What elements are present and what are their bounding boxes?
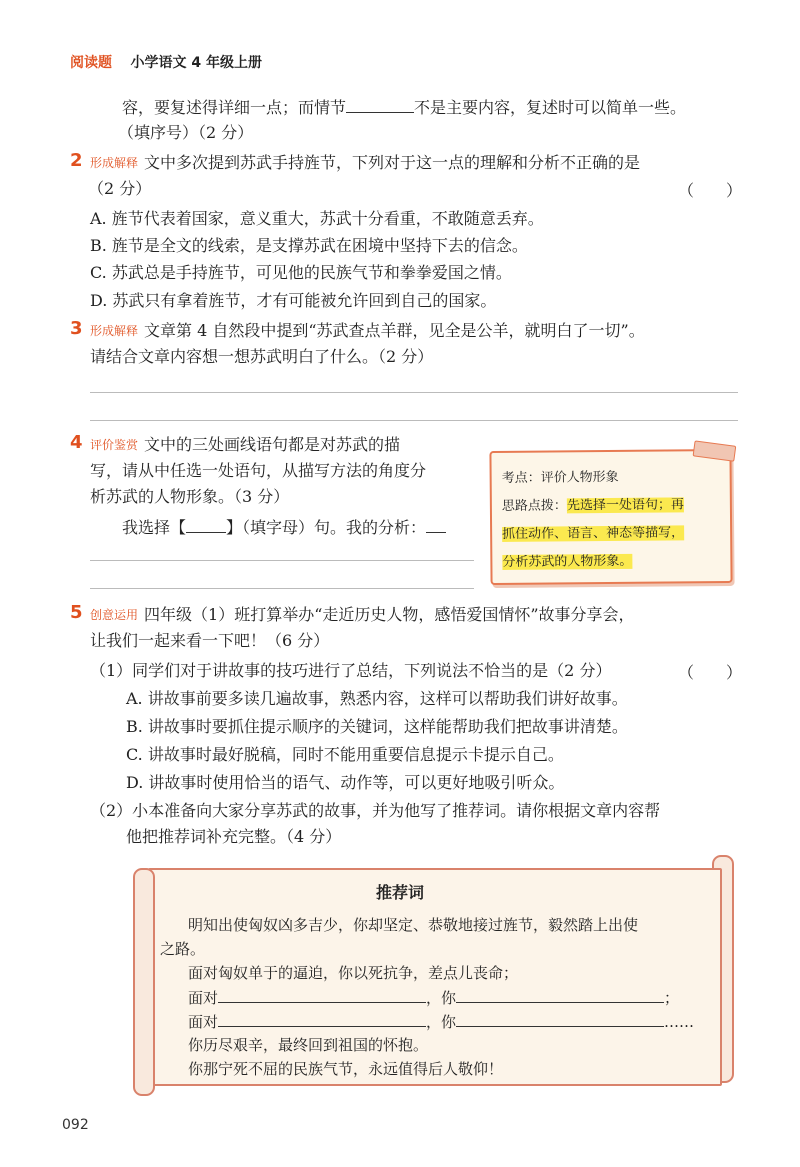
scroll-blank-3[interactable] xyxy=(218,1010,426,1027)
hint-note xyxy=(489,449,732,585)
q4-tag: 评价鉴赏 xyxy=(90,438,139,452)
note-line-2 xyxy=(502,493,684,514)
top-line-2: （填序号）（2 分） xyxy=(118,123,254,142)
q2-stem-2: （2 分） xyxy=(88,179,152,198)
pin-icon xyxy=(693,440,737,461)
note-line-3-text: 抓住动作、语言、神态等描写， xyxy=(502,525,685,542)
q2-answer-paren[interactable]: （ ） xyxy=(678,181,743,200)
scroll-p3b: ，你 xyxy=(426,989,457,1007)
q4-answer-line-2[interactable] xyxy=(90,588,474,589)
note-line-3 xyxy=(502,521,684,542)
q4-choose-b: 】（填字母）句。我的分析： xyxy=(226,518,427,537)
q3-stem-1 xyxy=(90,320,645,342)
q5-sub2-b: 他把推荐词补充完整。（4 分） xyxy=(126,827,342,846)
scroll-p3 xyxy=(188,986,679,1008)
q2-option-b: B. 旌节是全文的线索，是支撑苏武在困境中坚持下去的信念。 xyxy=(90,236,528,255)
note-line-2b: 先选择一处语句；再 xyxy=(566,497,684,514)
page-number: 092 xyxy=(62,1117,89,1133)
scroll-p4c: …… xyxy=(664,1013,695,1031)
scroll-p6: 你那宁死不屈的民族气节，永远值得后人敬仰！ xyxy=(188,1060,504,1078)
scroll-p4 xyxy=(188,1010,694,1032)
q2-stem-1 xyxy=(90,152,640,174)
q2-stem-text: 文中多次提到苏武手持旌节，下列对于这一点的理解和分析不正确的是 xyxy=(144,153,641,172)
q5-stem-2: 让我们一起来看一下吧！（6 分） xyxy=(90,631,330,650)
q4-choose-a: 我选择【 xyxy=(122,518,187,537)
scroll-blank-4[interactable] xyxy=(456,1010,664,1027)
q4-stem-3: 析苏武的人物形象。（3 分） xyxy=(90,487,290,506)
top-line-1 xyxy=(122,96,686,119)
scroll-blank-2[interactable] xyxy=(456,986,664,1003)
q5-number: 5 xyxy=(70,602,83,623)
scroll-p3c: ； xyxy=(664,989,680,1007)
note-line-1: 考点：评价人物形象 xyxy=(501,469,619,486)
top-line-1b: 不是主要内容，复述时可以简单一些。 xyxy=(414,98,687,117)
scroll-p2: 面对匈奴单于的逼迫，你以死抗争，差点儿丧命； xyxy=(188,964,519,982)
q3-answer-line-1[interactable] xyxy=(90,392,738,393)
scroll-p4a: 面对 xyxy=(188,1013,219,1031)
page-header xyxy=(70,52,262,72)
top-line-1a: 容，要复述得详细一点；而情节 xyxy=(122,98,347,117)
q3-answer-line-2[interactable] xyxy=(90,420,738,421)
q5-stem-1 xyxy=(90,604,635,626)
q5-stem-text: 四年级（1）班打算举办“走近历史人物，感悟爱国情怀”故事分享会， xyxy=(144,605,635,624)
top-blank[interactable] xyxy=(346,96,414,113)
q5-answer-paren[interactable]: （ ） xyxy=(678,663,743,682)
q4-stem-1 xyxy=(90,434,400,456)
q4-letter-blank[interactable] xyxy=(186,516,226,533)
q3-stem-text: 文章第 4 自然段中提到“苏武查点羊群，见全是公羊，就明白了一切”。 xyxy=(144,321,645,340)
q4-stem-2: 写，请从中任选一处语句，从描写方法的角度分 xyxy=(90,461,427,480)
q4-answer-line-1[interactable] xyxy=(90,560,474,561)
scroll-p4b: ，你 xyxy=(426,1013,457,1031)
q5-option-b: B. 讲故事时要抓住提示顺序的关键词，这样能帮助我们把故事讲清楚。 xyxy=(126,717,628,736)
q5-sub1: （1）同学们对于讲故事的技巧进行了总结，下列说法不恰当的是（2 分） xyxy=(90,661,612,680)
scroll-blank-1[interactable] xyxy=(218,986,426,1003)
q3-number: 3 xyxy=(70,318,83,339)
q5-option-a: A. 讲故事前要多读几遍故事，熟悉内容，这样可以帮助我们讲好故事。 xyxy=(126,689,628,708)
q2-option-c: C. 苏武总是手持旌节，可见他的民族气节和拳拳爱国之情。 xyxy=(90,263,512,282)
q5-option-d: D. 讲故事时使用恰当的语气、动作等，可以更好地吸引听众。 xyxy=(126,773,565,792)
q2-tag: 形成解释 xyxy=(90,156,139,170)
q2-number: 2 xyxy=(70,150,83,171)
scroll-p3a: 面对 xyxy=(188,989,219,1007)
q3-tag: 形成解释 xyxy=(90,324,139,338)
scroll-p5: 你历尽艰辛，最终回到祖国的怀抱。 xyxy=(188,1036,429,1054)
q3-stem-2: 请结合文章内容想一想苏武明白了什么。（2 分） xyxy=(90,347,434,366)
q5-tag: 创意运用 xyxy=(90,608,139,622)
q2-option-a: A. 旌节代表着国家，意义重大，苏武十分看重，不敢随意丢弃。 xyxy=(90,209,544,228)
header-subject: 小学语文 4 年级上册 xyxy=(130,55,262,71)
note-line-4-text: 分析苏武的人物形象。 xyxy=(502,553,633,570)
scroll-p1b: 之路。 xyxy=(160,940,206,958)
q2-option-d: D. 苏武只有拿着旌节，才有可能被允许回到自己的国家。 xyxy=(90,291,497,310)
q5-option-c: C. 讲故事时最好脱稿，同时不能用重要信息提示卡提示自己。 xyxy=(126,745,564,764)
scroll-title: 推荐词 xyxy=(375,883,424,902)
note-line-4 xyxy=(502,550,632,570)
note-line-2a: 思路点拨： xyxy=(501,498,567,514)
header-tag: 阅读题 xyxy=(70,55,112,71)
scroll-p1a: 明知出使匈奴凶多吉少，你却坚定、恭敬地接过旌节，毅然踏上出使 xyxy=(188,916,639,934)
q5-sub2-a: （2）小本准备向大家分享苏武的故事，并为他写了推荐词。请你根据文章内容帮 xyxy=(90,801,661,820)
q4-analysis-start-blank[interactable] xyxy=(426,516,446,533)
q4-number: 4 xyxy=(70,432,83,453)
q4-stem-text: 文中的三处画线语句都是对苏武的描 xyxy=(144,435,401,454)
q4-choose-line xyxy=(122,516,446,539)
